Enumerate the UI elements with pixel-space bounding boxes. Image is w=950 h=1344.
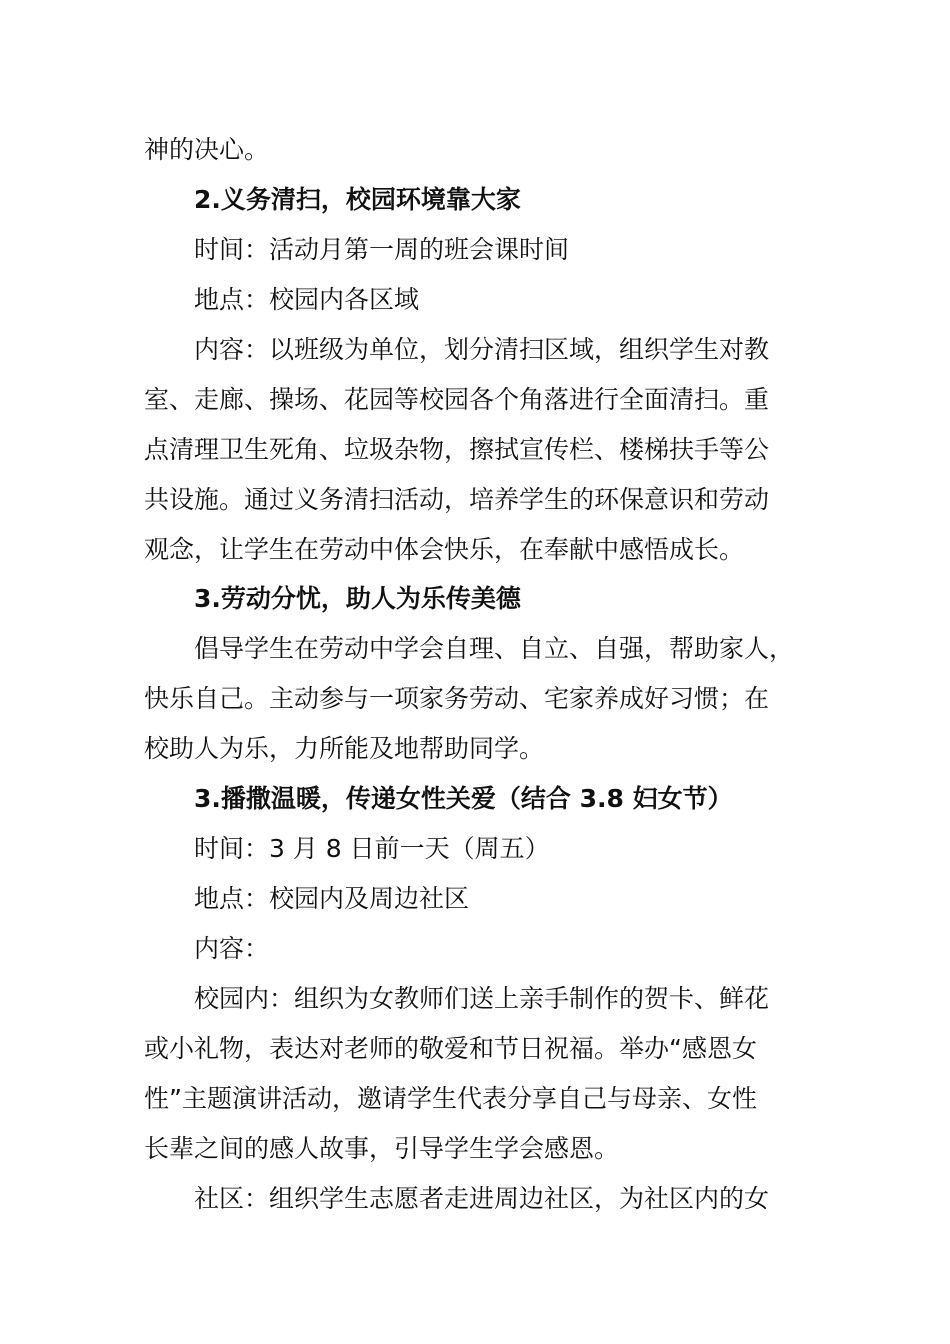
text-line: 地点：校园内及周边社区 xyxy=(194,884,470,913)
text-line: 地点：校园内各区域 xyxy=(194,285,420,314)
text-line: 时间：活动月第一周的班会课时间 xyxy=(194,235,570,264)
section-heading: 2.义务清扫，校园环境靠大家 xyxy=(194,185,521,214)
text-line: 点清理卫生死角、垃圾杂物，擦拭宣传栏、楼梯扶手等公 xyxy=(144,435,770,464)
text-line: 倡导学生在劳动中学会自理、自立、自强，帮助家人， xyxy=(194,634,795,663)
section-heading: 3.播撒温暖，传递女性关爱（结合 3.8 妇女节） xyxy=(194,784,733,813)
text-line: 校助人为乐，力所能及地帮助同学。 xyxy=(144,734,545,763)
text-line: 神的决心。 xyxy=(144,135,270,164)
text-line: 校园内：组织为女教师们送上亲手制作的贺卡、鲜花 xyxy=(194,984,770,1013)
text-line: 内容： xyxy=(194,934,270,963)
text-line: 观念，让学生在劳动中体会快乐，在奉献中感悟成长。 xyxy=(144,535,745,564)
text-line: 社区：组织学生志愿者走进周边社区，为社区内的女 xyxy=(194,1184,770,1213)
text-line: 或小礼物，表达对老师的敬爱和节日祝福。举办“感恩女 xyxy=(144,1034,757,1063)
section-heading: 3.劳动分忧，助人为乐传美德 xyxy=(194,584,521,613)
text-line: 内容：以班级为单位，划分清扫区域，组织学生对教 xyxy=(194,335,770,364)
text-line: 长辈之间的感人故事，引导学生学会感恩。 xyxy=(144,1134,620,1163)
text-line: 快乐自己。主动参与一项家务劳动、宅家养成好习惯；在 xyxy=(144,684,770,713)
text-line: 时间：3 月 8 日前一天（周五） xyxy=(194,834,550,863)
text-line: 共设施。通过义务清扫活动，培养学生的环保意识和劳动 xyxy=(144,485,770,514)
text-line: 性”主题演讲活动，邀请学生代表分享自己与母亲、女性 xyxy=(144,1084,757,1113)
text-line: 室、走廊、操场、花园等校园各个角落进行全面清扫。重 xyxy=(144,385,770,414)
